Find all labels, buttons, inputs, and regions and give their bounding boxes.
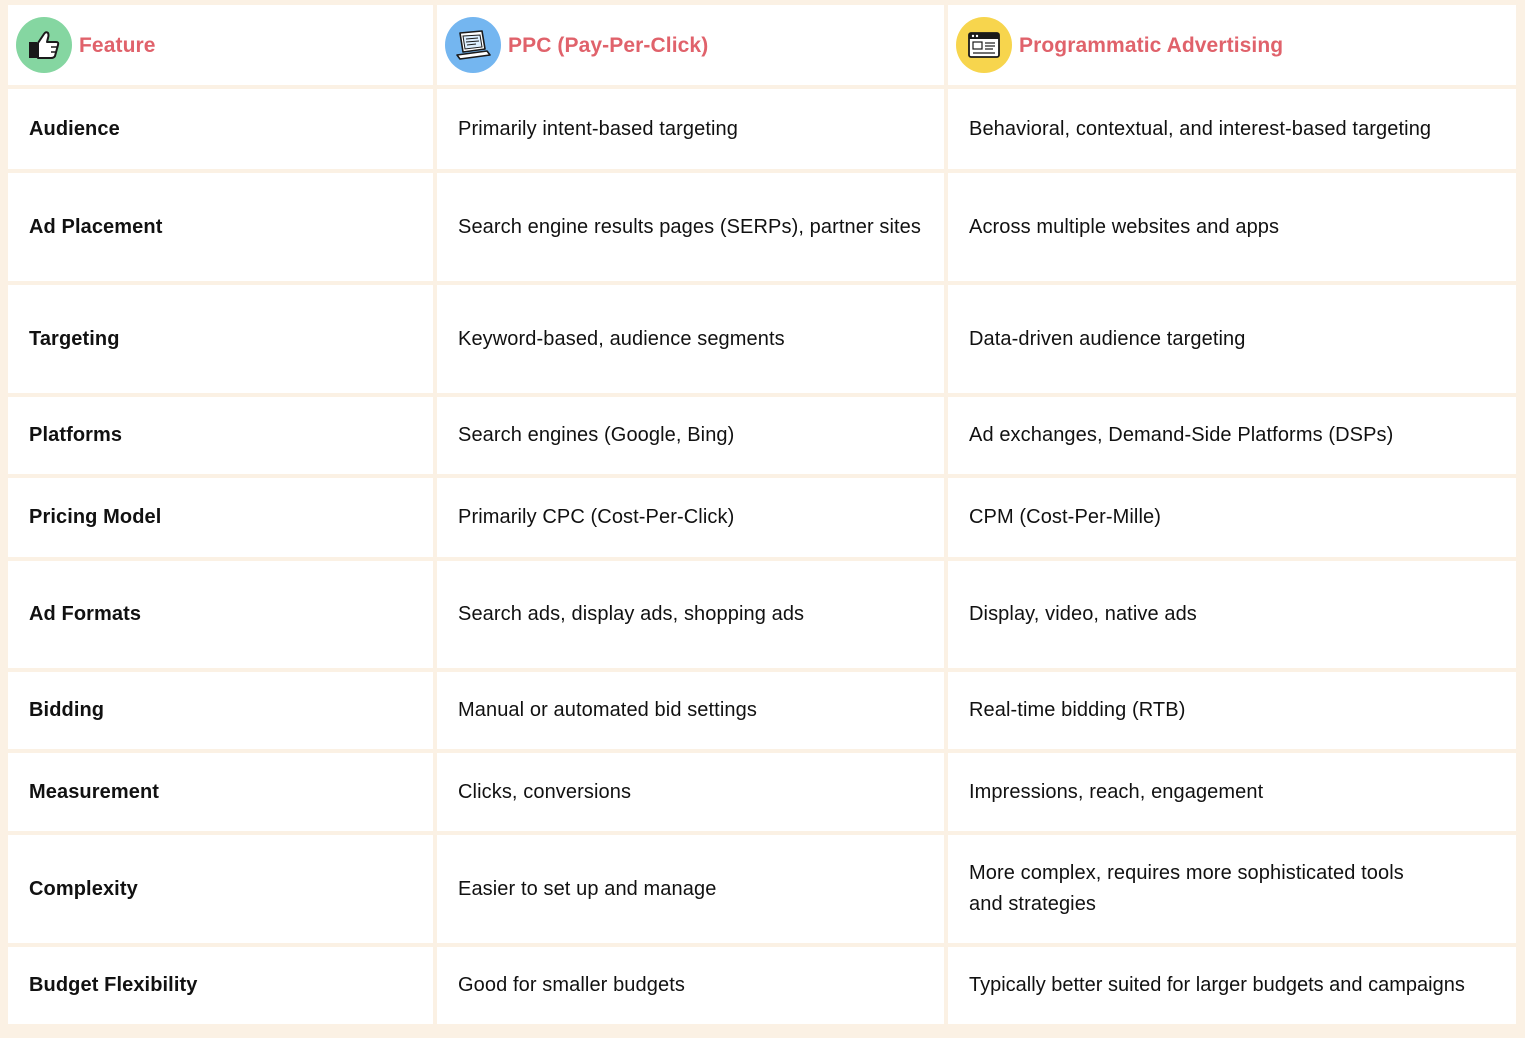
feature-cell: Budget Flexibility — [8, 947, 433, 1024]
ppc-cell: Manual or automated bid settings — [437, 672, 944, 749]
feature-cell: Bidding — [8, 672, 433, 749]
feature-cell: Measurement — [8, 753, 433, 831]
programmatic-cell: Display, video, native ads — [948, 561, 1516, 668]
programmatic-cell: Ad exchanges, Demand-Side Platforms (DSPs) — [948, 397, 1516, 474]
ppc-cell: Easier to set up and manage — [437, 835, 944, 943]
programmatic-cell: Behavioral, contextual, and interest-based targeting — [948, 89, 1516, 169]
ppc-cell: Search engines (Google, Bing) — [437, 397, 944, 474]
programmatic-cell: Impressions, reach, engagement — [948, 753, 1516, 831]
feature-cell: Platforms — [8, 397, 433, 474]
feature-cell: Ad Formats — [8, 561, 433, 668]
ppc-cell: Good for smaller budgets — [437, 947, 944, 1024]
ppc-cell: Search ads, display ads, shopping ads — [437, 561, 944, 668]
header-programmatic-label: Programmatic Advertising — [1019, 33, 1284, 57]
programmatic-cell: Real-time bidding (RTB) — [948, 672, 1516, 749]
ppc-cell: Primarily intent-based targeting — [437, 89, 944, 169]
header-ppc-label: PPC (Pay-Per-Click) — [508, 33, 709, 57]
feature-cell: Complexity — [8, 835, 433, 943]
ppc-cell: Keyword-based, audience segments — [437, 285, 944, 393]
feature-cell: Targeting — [8, 285, 433, 393]
header-feature-label: Feature — [79, 33, 156, 57]
programmatic-cell: Typically better suited for larger budgets and campaigns — [948, 947, 1516, 1024]
header-ppc — [437, 5, 944, 85]
programmatic-cell: More complex, requires more sophisticated tools and strategies — [948, 835, 1516, 943]
ppc-cell: Search engine results pages (SERPs), partner sites — [437, 173, 944, 281]
programmatic-cell: Across multiple websites and apps — [948, 173, 1516, 281]
feature-cell: Audience — [8, 89, 433, 169]
ppc-cell: Primarily CPC (Cost-Per-Click) — [437, 478, 944, 557]
browser-window-icon — [956, 17, 1012, 73]
laptop-icon — [445, 17, 501, 73]
header-feature — [8, 5, 433, 85]
ppc-cell: Clicks, conversions — [437, 753, 944, 831]
feature-cell: Ad Placement — [8, 173, 433, 281]
header-programmatic — [948, 5, 1516, 85]
feature-cell: Pricing Model — [8, 478, 433, 557]
comparison-table — [8, 5, 1516, 1024]
thumbs-up-icon — [16, 17, 72, 73]
programmatic-cell: CPM (Cost-Per-Mille) — [948, 478, 1516, 557]
programmatic-cell: Data-driven audience targeting — [948, 285, 1516, 393]
